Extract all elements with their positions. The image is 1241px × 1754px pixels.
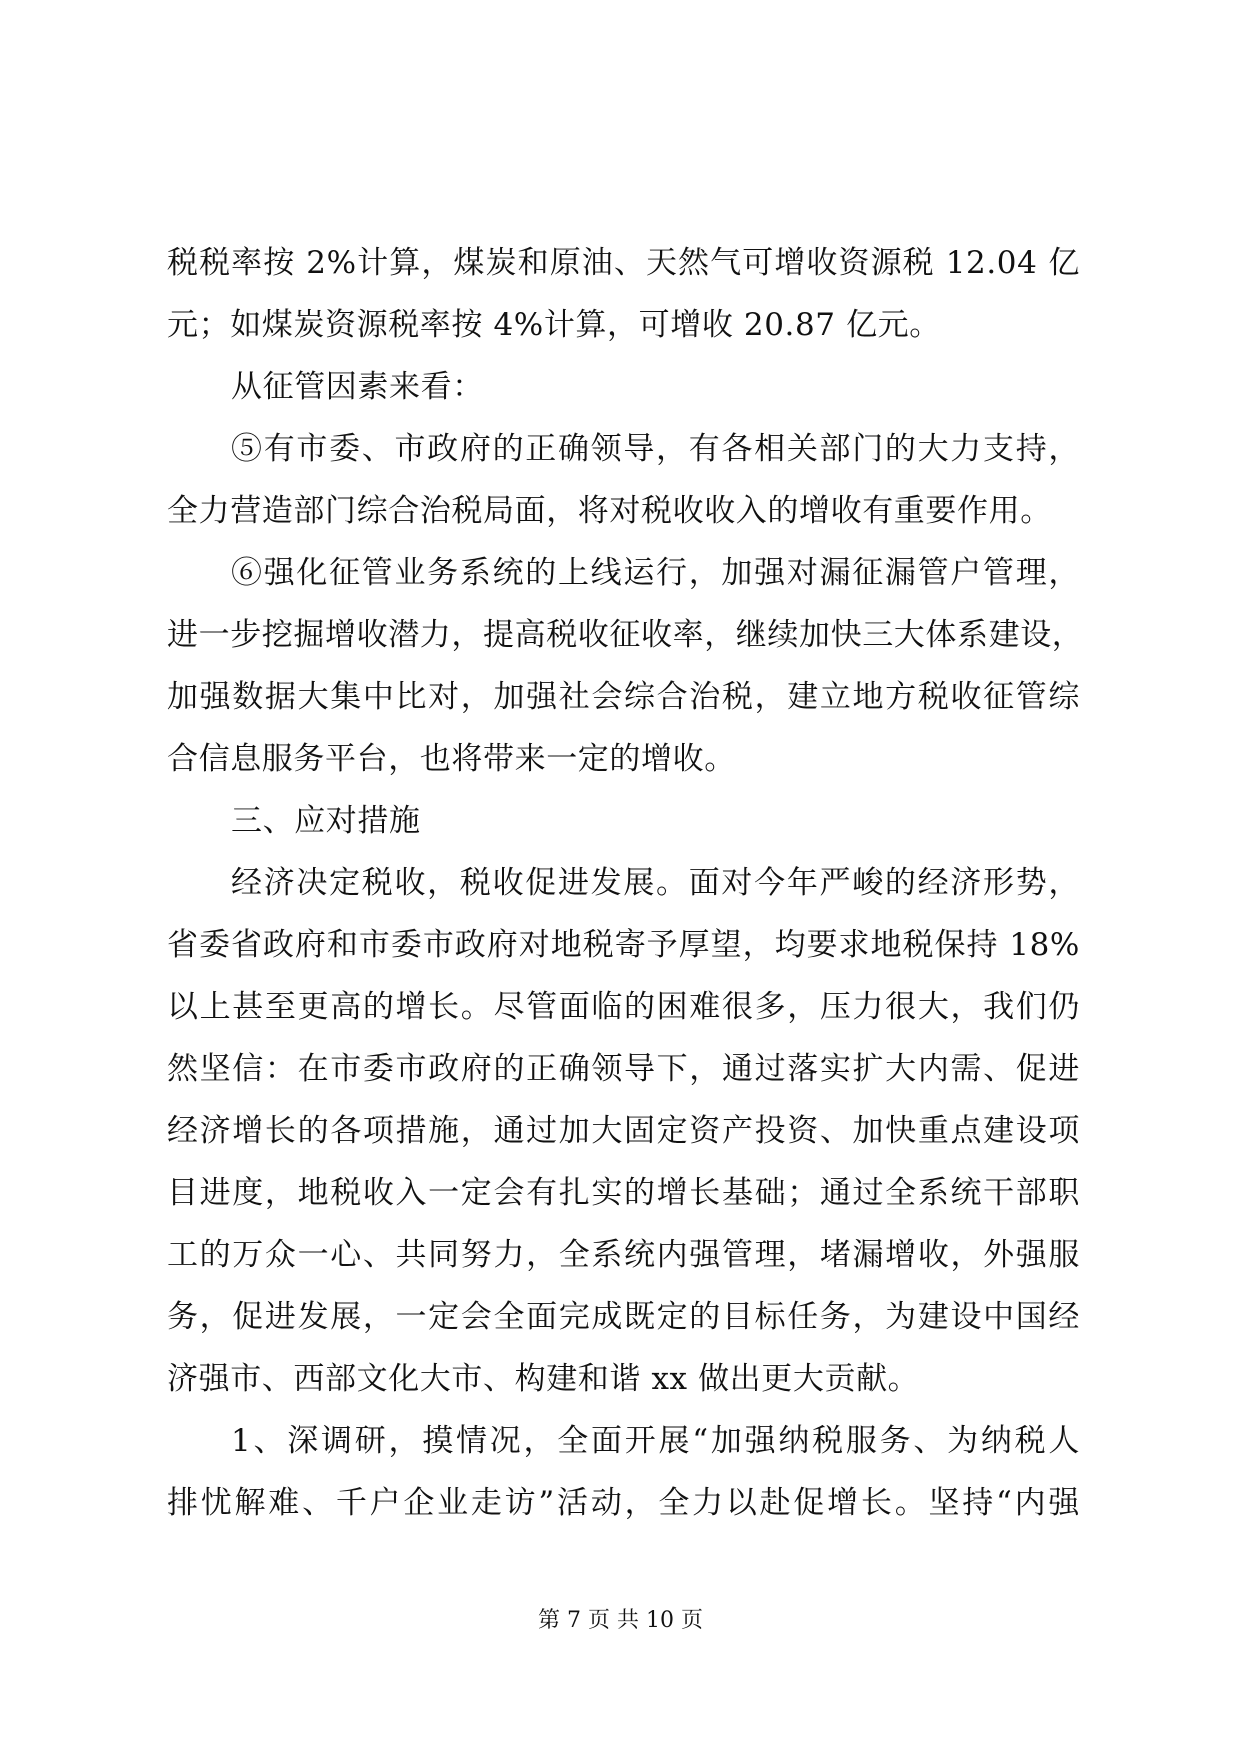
text-line: 济强市、西部文化大市、构建和谐 xx 做出更大贡献。 — [167, 1361, 920, 1397]
document-body — [167, 232, 1084, 1534]
text-line: 目进度，地税收入一定会有扎实的增长基础；通过全系统干部职 — [167, 1175, 1080, 1211]
text-line: 经济增长的各项措施，通过加大固定资产投资、加快重点建设项 — [167, 1113, 1080, 1149]
text-line: 排忧解难、千户企业走访”活动，全力以赴促增长。坚持“内强 — [167, 1485, 1080, 1521]
text-line: 从征管因素来看： — [231, 369, 484, 405]
text-line: 经济决定税收，税收促进发展。面对今年严峻的经济形势， — [231, 865, 1080, 901]
text-line: 合信息服务平台，也将带来一定的增收。 — [167, 741, 736, 777]
text-line: ⑤有市委、市政府的正确领导，有各相关部门的大力支持， — [231, 431, 1080, 467]
text-line: 元；如煤炭资源税率按 4%计算，可增收 20.87 亿元。 — [167, 307, 941, 343]
text-line: 然坚信：在市委市政府的正确领导下，通过落实扩大内需、促进 — [167, 1051, 1080, 1087]
text-line: 税税率按 2%计算，煤炭和原油、天然气可增收资源税 12.04 亿 — [167, 245, 1080, 281]
text-line: 进一步挖掘增收潜力，提高税收征收率，继续加快三大体系建设， — [167, 617, 1084, 653]
text-line: 工的万众一心、共同努力，全系统内强管理，堵漏增收，外强服 — [167, 1237, 1080, 1273]
page-footer: 第 7 页 共 10 页 — [538, 1608, 703, 1633]
text-line: 加强数据大集中比对，加强社会综合治税，建立地方税收征管综 — [167, 679, 1080, 715]
text-line: 务，促进发展，一定会全面完成既定的目标任务，为建设中国经 — [167, 1299, 1080, 1335]
text-line: ⑥强化征管业务系统的上线运行，加强对漏征漏管户管理， — [231, 555, 1080, 591]
text-line: 三、应对措施 — [231, 803, 421, 839]
text-line: 全力营造部门综合治税局面，将对税收收入的增收有重要作用。 — [167, 493, 1052, 529]
text-line: 省委省政府和市委市政府对地税寄予厚望，均要求地税保持 18% — [167, 927, 1080, 963]
text-line: 1、深调研，摸情况，全面开展“加强纳税服务、为纳税人 — [231, 1423, 1080, 1459]
text-line: 以上甚至更高的增长。尽管面临的困难很多，压力很大，我们仍 — [167, 989, 1080, 1025]
